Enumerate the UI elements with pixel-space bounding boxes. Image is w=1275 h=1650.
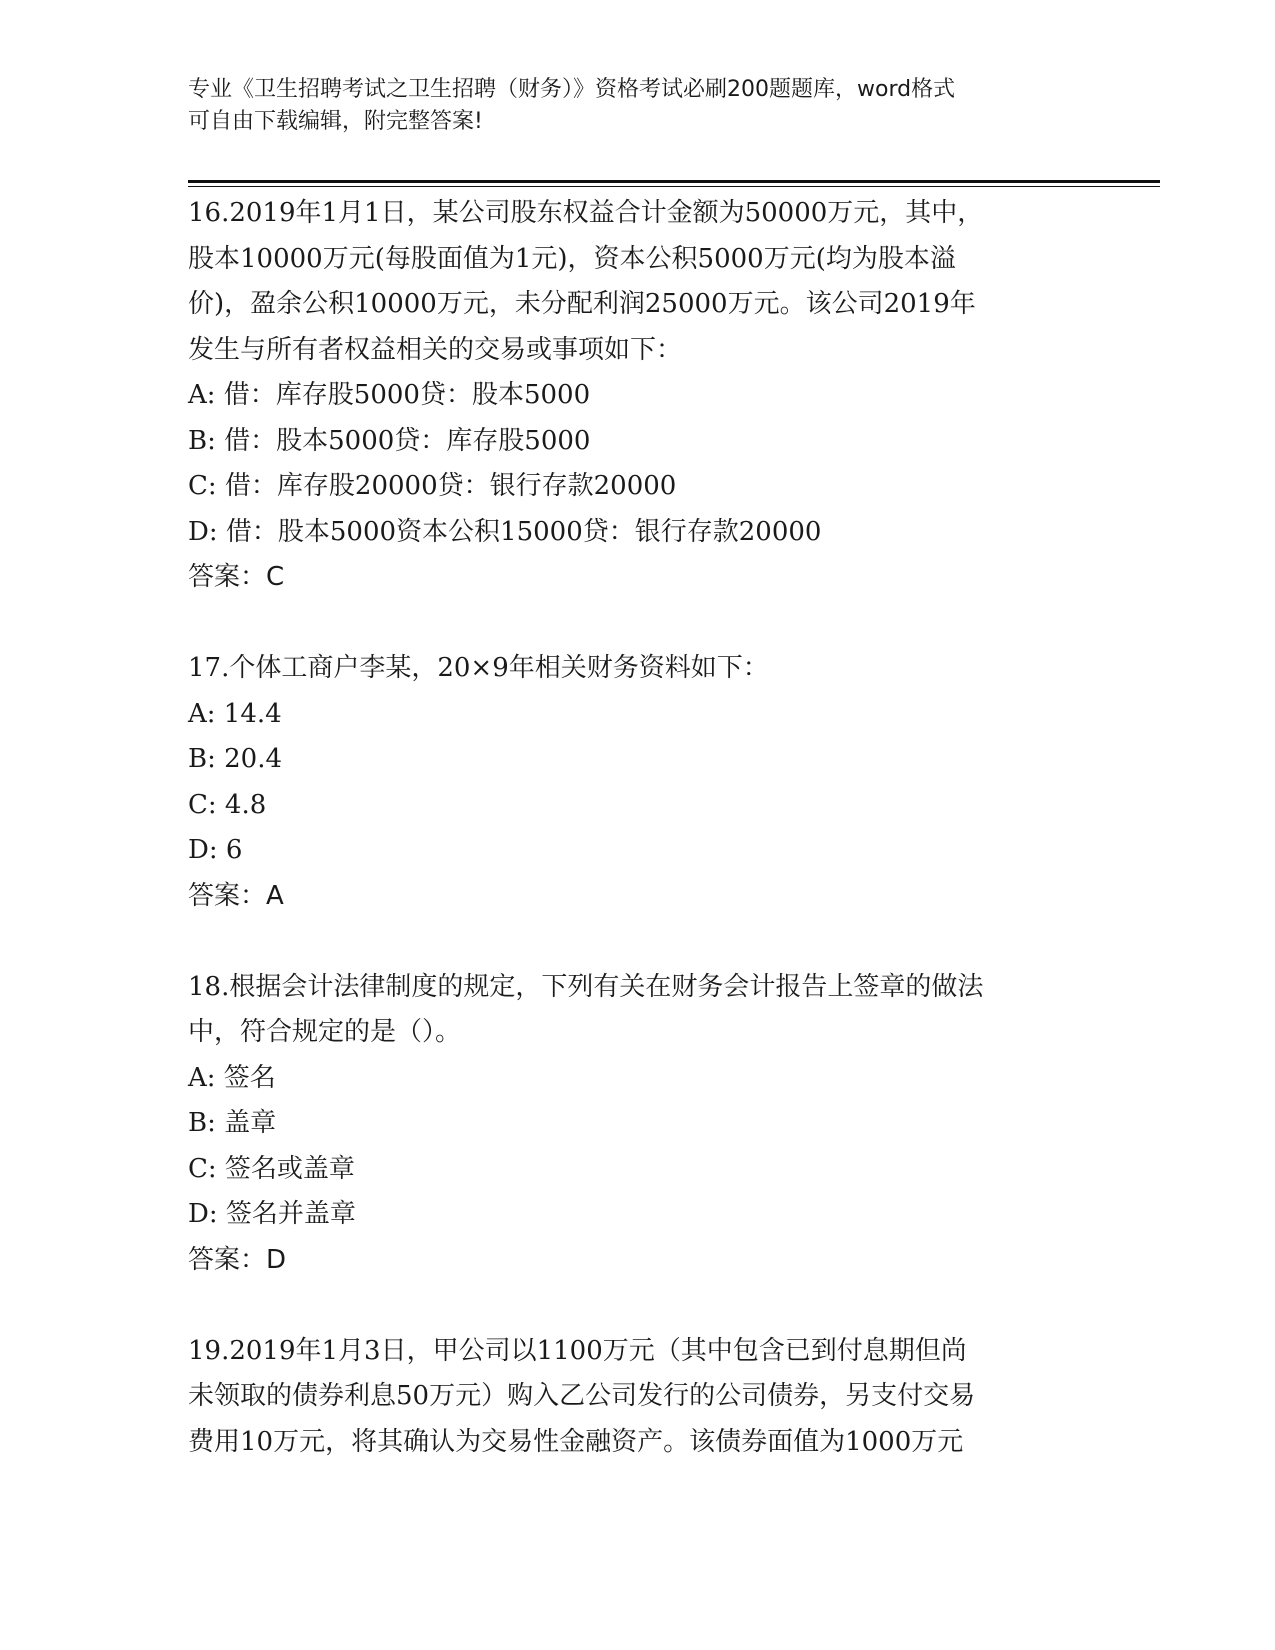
question-text-line: 价)，盈余公积10000万元，未分配利润25000万元。该公司2019年	[188, 289, 976, 319]
question-text-line: 19.2019年1月3日，甲公司以1100万元（其中包含已到付息期但尚	[188, 1335, 967, 1366]
option-b: B: 借：股本5000贷：库存股5000	[188, 425, 591, 456]
spacer	[188, 601, 1088, 647]
option-c: C: 签名或盖章	[188, 1153, 355, 1184]
header-divider-thick	[188, 180, 1160, 183]
question-text-line: 费用10万元，将其确认为交易性金融资产。该债券面值为1000万元	[188, 1426, 964, 1457]
option-c: C: 4.8	[188, 789, 267, 820]
question-16	[188, 191, 1088, 601]
question-text-line: 16.2019年1月1日，某公司股东权益合计金额为50000万元，其中，	[188, 198, 984, 228]
questions-list	[188, 191, 1088, 1465]
question-text-line: 发生与所有者权益相关的交易或事项如下：	[188, 334, 683, 365]
header-line: 可自由下载编辑，附完整答案!	[188, 109, 483, 134]
question-text-line: 17.个体工商户李某，20×9年相关财务资料如下：	[188, 653, 769, 683]
answer-line: 答案：A	[188, 880, 284, 911]
answer-line: 答案：C	[188, 562, 285, 592]
spacer	[188, 1283, 1088, 1329]
option-a: A: 借：库存股5000贷：股本5000	[188, 380, 591, 410]
option-a: A: 签名	[188, 1062, 276, 1093]
question-18	[188, 965, 1088, 1284]
option-list	[188, 1056, 1088, 1238]
option-list	[188, 692, 1088, 874]
option-d: D: 6	[188, 835, 243, 865]
question-17	[188, 646, 1088, 919]
option-a: A: 14.4	[188, 698, 282, 729]
answer-line: 答案：D	[188, 1244, 287, 1275]
option-c: C: 借：库存股20000贷：银行存款20000	[188, 471, 677, 501]
question-19	[188, 1329, 1088, 1466]
option-b: B: 20.4	[188, 744, 283, 774]
option-list	[188, 373, 1088, 555]
question-text-line: 未领取的债券利息50万元）购入乙公司发行的公司债券，另支付交易	[188, 1381, 976, 1411]
question-text-line: 中，符合规定的是（）。	[188, 1017, 462, 1047]
option-d: D: 借：股本5000资本公积15000贷：银行存款20000	[188, 516, 822, 547]
document-header	[188, 74, 1068, 138]
spacer	[188, 919, 1088, 965]
question-text-line: 股本10000万元(每股面值为1元)，资本公积5000万元(均为股本溢	[188, 243, 956, 274]
header-line: 专业《卫生招聘考试之卫生招聘（财务）》资格考试必刷200题题库，word格式	[188, 77, 956, 102]
header-divider-thin	[188, 186, 1160, 187]
option-b: B: 盖章	[188, 1108, 277, 1138]
option-d: D: 签名并盖章	[188, 1199, 356, 1229]
question-text-line: 18.根据会计法律制度的规定，下列有关在财务会计报告上签章的做法	[188, 971, 984, 1002]
